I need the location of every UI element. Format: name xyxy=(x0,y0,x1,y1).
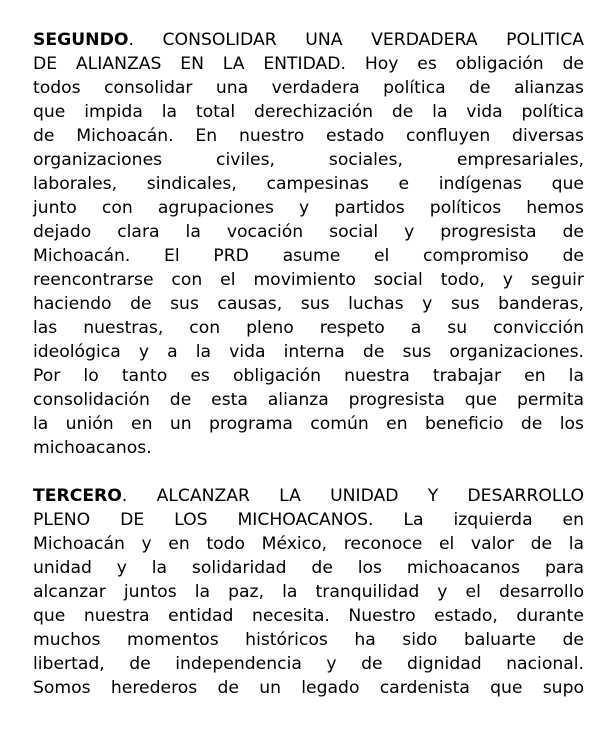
text-line: junto con agrupaciones y partidos políticos hemos xyxy=(33,198,584,218)
section-heading: TERCERO xyxy=(33,486,122,506)
text-line: organizaciones civiles, sociales, empresariales, xyxy=(33,150,584,170)
text-line: SEGUNDO. CONSOLIDAR UNA VERDADERA POLITICA xyxy=(33,30,584,50)
text-line: todos consolidar una verdadera política de alianzas xyxy=(33,78,584,98)
text-line: unidad y la solidaridad de los michoacanos para xyxy=(33,558,584,578)
text-line: PLENO DE LOS MICHOACANOS. La izquierda en xyxy=(33,510,584,530)
text-line: alcanzar juntos la paz, la tranquilidad y el desarrollo xyxy=(33,582,584,602)
text-line: dejado clara la vocación social y progresista de xyxy=(33,222,584,242)
text-line: consolidación de esta alianza progresista que permita xyxy=(33,390,584,410)
document-page xyxy=(33,28,584,700)
text-line: reencontrarse con el movimiento social todo, y seguir xyxy=(33,270,584,290)
section-heading: SEGUNDO xyxy=(33,30,129,50)
section-tercero xyxy=(33,484,584,700)
text-line: Por lo tanto es obligación nuestra trabajar en la xyxy=(33,366,584,386)
section-segundo xyxy=(33,28,584,460)
text-line: ideológica y a la vida interna de sus organizaciones. xyxy=(33,342,584,362)
text-line: Somos herederos de un legado cardenista que supo xyxy=(33,678,584,698)
text-line: Michoacán. El PRD asume el compromiso de xyxy=(33,246,584,266)
text-line: laborales, sindicales, campesinas e indígenas que xyxy=(33,174,584,194)
text-line: libertad, de independencia y de dignidad nacional. xyxy=(33,654,584,674)
text-line: DE ALIANZAS EN LA ENTIDAD. Hoy es obligación de xyxy=(33,54,584,74)
text-line: haciendo de sus causas, sus luchas y sus banderas, xyxy=(33,294,584,314)
text-line: TERCERO. ALCANZAR LA UNIDAD Y DESARROLLO xyxy=(33,486,584,506)
text-line: Michoacán y en todo México, reconoce el valor de la xyxy=(33,534,584,554)
text-line: las nuestras, con pleno respeto a su convicción xyxy=(33,318,584,338)
text-line: muchos momentos históricos ha sido baluarte de xyxy=(33,630,584,650)
text-line: que nuestra entidad necesita. Nuestro estado, durante xyxy=(33,606,584,626)
text-line: la unión en un programa común en beneficio de los xyxy=(33,414,584,434)
text-line: michoacanos. xyxy=(33,438,152,458)
text-line: que impida la total derechización de la vida política xyxy=(33,102,584,122)
text-line: de Michoacán. En nuestro estado confluyen diversas xyxy=(33,126,584,146)
